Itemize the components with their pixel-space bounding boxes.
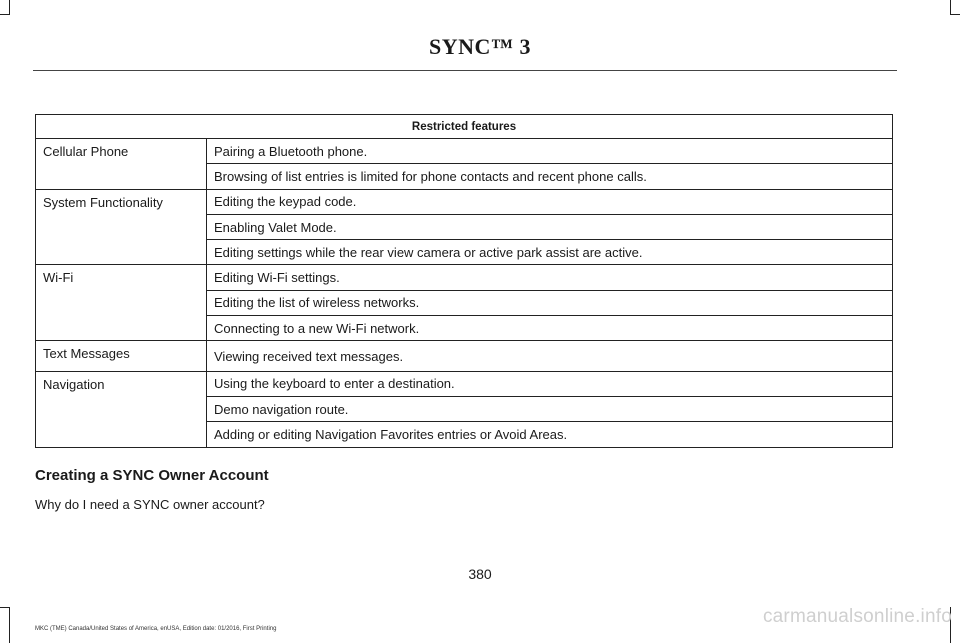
crop-mark-top-right-h: [950, 14, 960, 15]
watermark-logo: carmanualsonline.info: [762, 606, 952, 627]
restricted-feature: Editing the keypad code.: [207, 189, 893, 214]
section-body-text: Why do I need a SYNC owner account?: [35, 497, 265, 512]
crop-mark-top-right-v: [950, 0, 951, 14]
feature-category: Text Messages: [36, 341, 207, 371]
section-heading: Creating a SYNC Owner Account: [35, 467, 269, 484]
crop-mark-top-left-h: [0, 14, 10, 15]
crop-mark-bottom-left-h: [0, 607, 10, 608]
restricted-feature: Editing the list of wireless networks.: [207, 290, 893, 315]
feature-category: Navigation: [36, 371, 207, 447]
table-row: [36, 265, 893, 290]
restricted-feature: Viewing received text messages.: [207, 341, 893, 371]
feature-category: Wi-Fi: [36, 265, 207, 341]
table-row: [36, 189, 893, 214]
restricted-feature: Browsing of list entries is limited for phone contacts and recent phone calls.: [207, 164, 893, 189]
feature-category: Cellular Phone: [36, 139, 207, 190]
crop-mark-bottom-left-v: [9, 607, 10, 643]
table-row: [36, 341, 893, 371]
table-heading: Restricted features: [36, 115, 893, 139]
restricted-feature: Enabling Valet Mode.: [207, 214, 893, 239]
restricted-feature: Editing settings while the rear view camera or active park assist are active.: [207, 240, 893, 265]
table-row: [36, 371, 893, 396]
restricted-feature: Connecting to a new Wi-Fi network.: [207, 316, 893, 341]
footer-edition-note: MKC (TME) Canada/United States of America, enUSA, Edition date: 01/2016, First Printing: [35, 626, 277, 632]
table-body: [36, 139, 893, 448]
crop-mark-top-left-v: [9, 0, 10, 14]
table-row: [36, 139, 893, 164]
restricted-feature: Pairing a Bluetooth phone.: [207, 139, 893, 164]
feature-category: System Functionality: [36, 189, 207, 265]
header-divider: [33, 70, 897, 71]
restricted-feature: Demo navigation route.: [207, 396, 893, 421]
restricted-features-table: [35, 114, 893, 448]
restricted-feature: Editing Wi-Fi settings.: [207, 265, 893, 290]
restricted-feature: Using the keyboard to enter a destination.: [207, 371, 893, 396]
table-header-row: [36, 115, 893, 139]
restricted-feature: Adding or editing Navigation Favorites entries or Avoid Areas.: [207, 422, 893, 447]
page-number: 380: [468, 566, 492, 582]
page-header-title: SYNC™ 3: [429, 34, 531, 59]
